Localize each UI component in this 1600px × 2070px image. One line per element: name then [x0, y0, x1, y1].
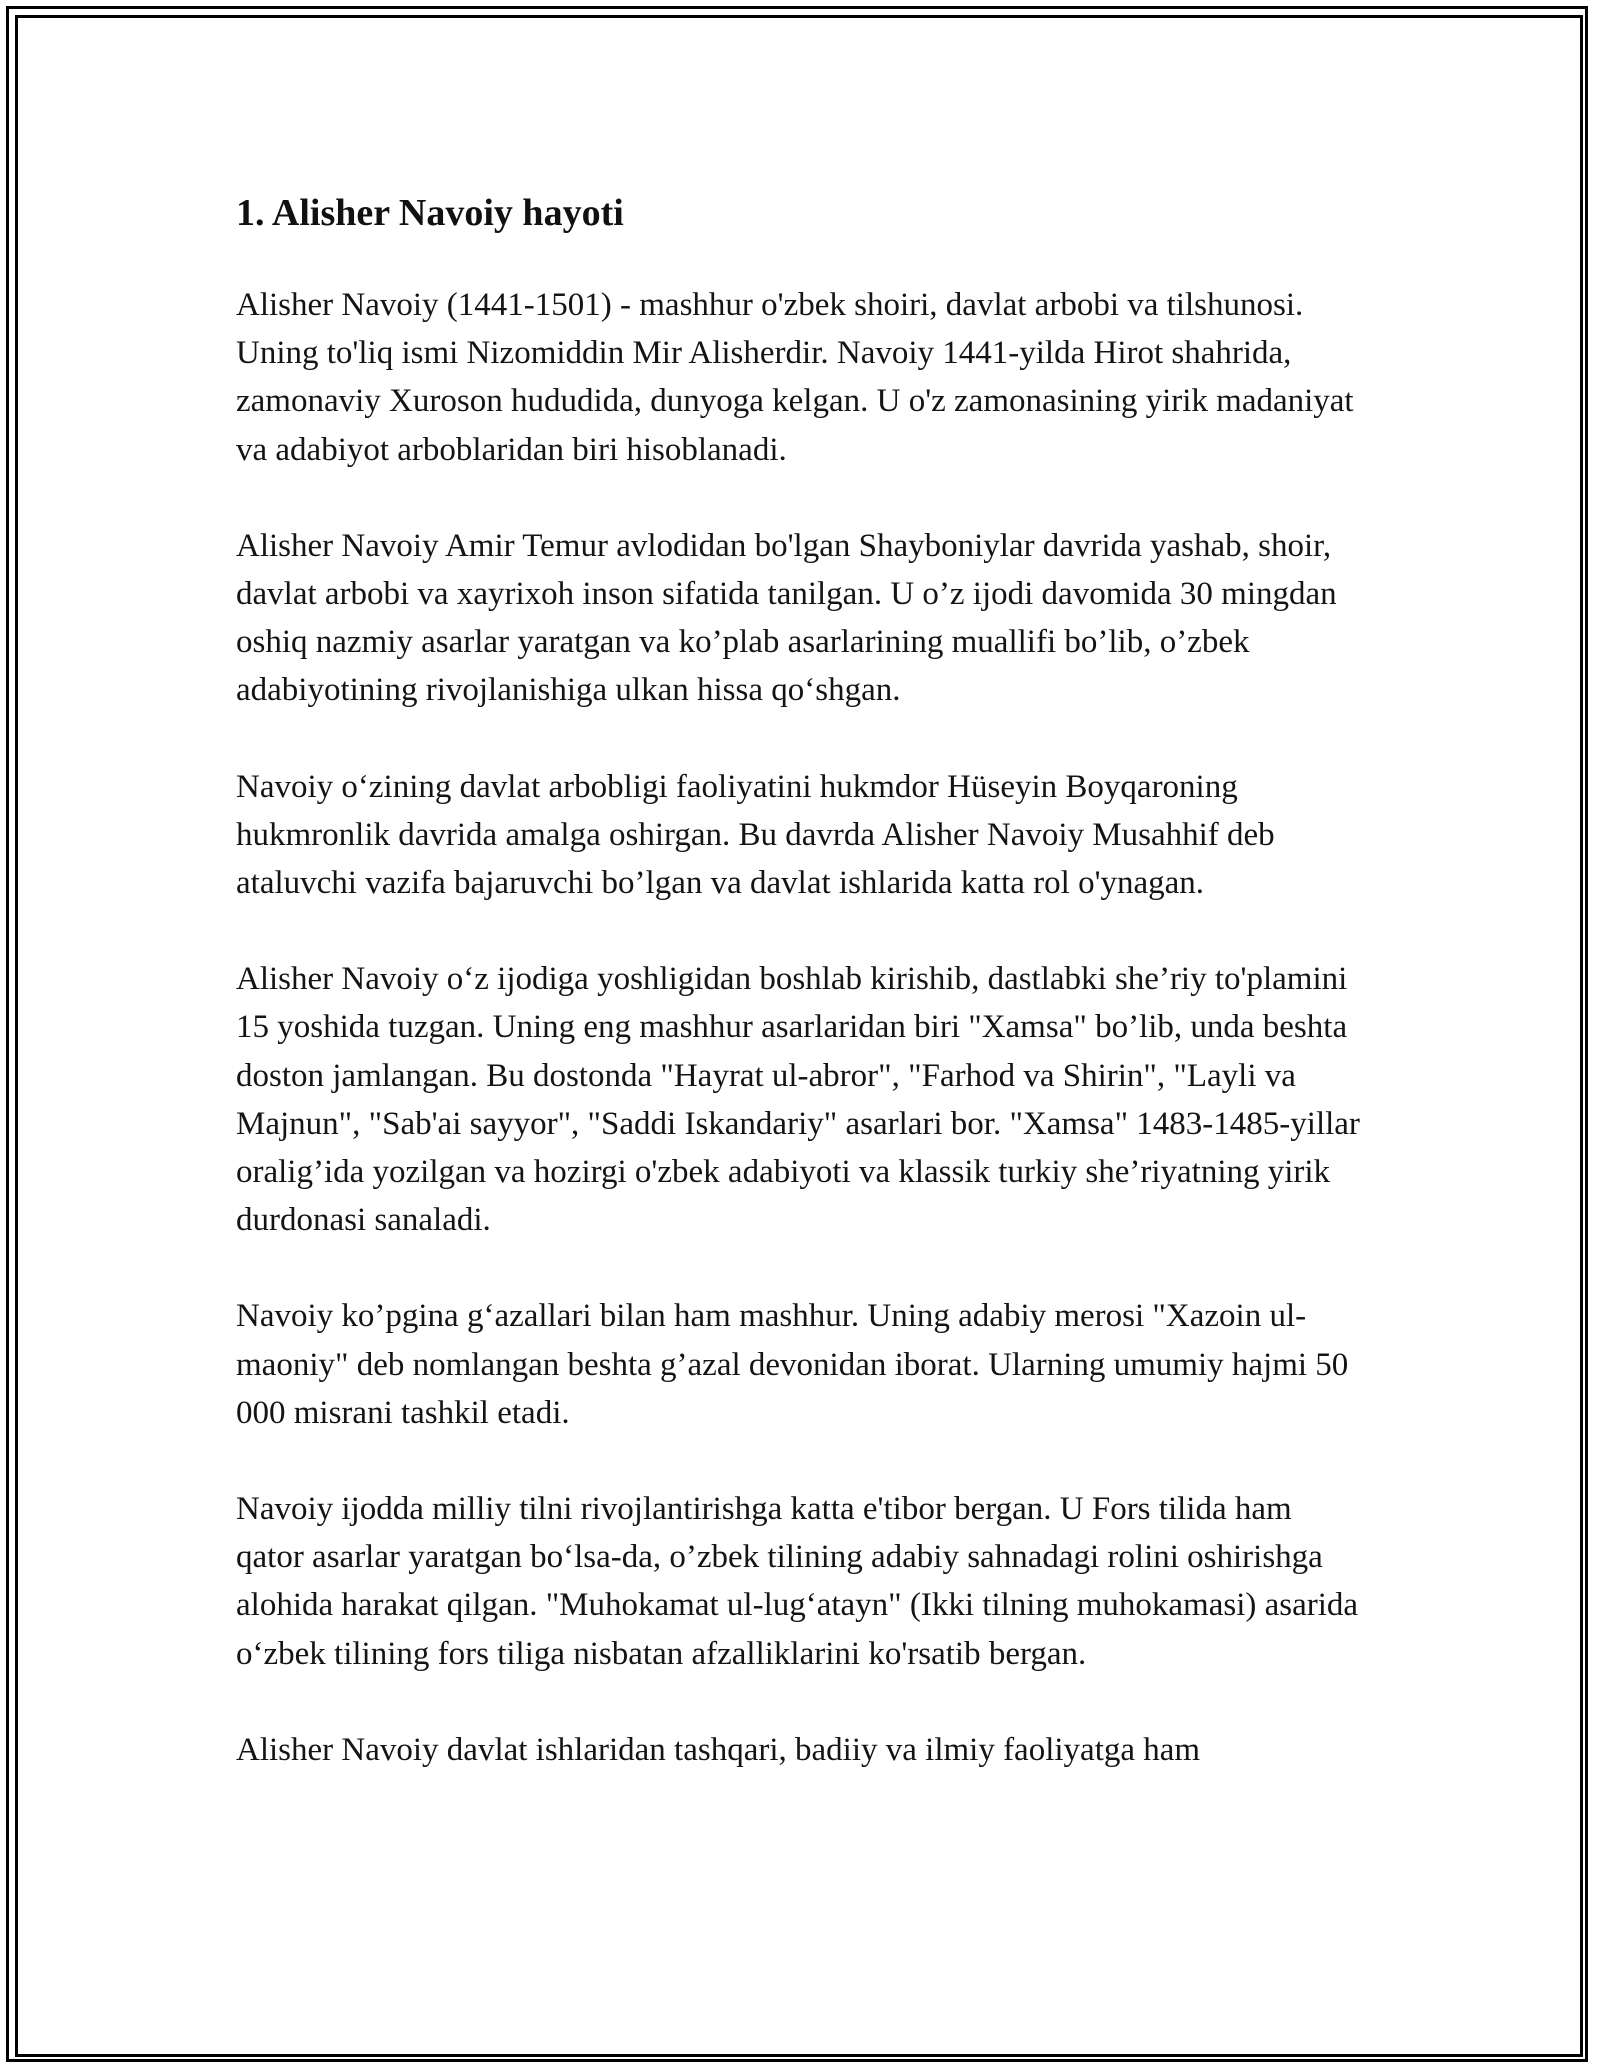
paragraph-language: Navoiy ijodda milliy tilni rivojlantirishga katta e'tibor bergan. U Fors tilida ham qator asarlar yaratgan bo‘lsa-da, o’zbek tilining adabiy sahnadagi rolini oshirishga alohida harakat qilgan. "Muhokamat ul-lug‘atayn" (Ikki tilning muhokamasi) asarida o‘zbek tilining fors tiliga nisbatan afzalliklarini ko'rsatib bergan.: [236, 1491, 1359, 1672]
paragraph-intro: Alisher Navoiy (1441-1501) - mashhur o'zbek shoiri, davlat arbobi va tilshunosi. Uning to'liq ismi Nizomiddin Mir Alisherdir. Navoiy 1441-yilda Hirot shahrida, zamonaviy Xuroson hududida, dunyoga kelgan. U o'z zamonasining yirik madaniyat va adabiyot arboblaridan biri hisoblanadi.: [236, 287, 1354, 468]
document-page: [236, 185, 1366, 1822]
paragraph-statesman: Navoiy o‘zining davlat arbobligi faoliyatini hukmdor Hüseyin Boyqaroning hukmronlik davrida amalga oshirgan. Bu davrda Alisher Navoiy Musahhif deb ataluvchi vazifa bajaruvchi bo’lgan va davlat ishlarida katta rol o'ynagan.: [236, 768, 1275, 902]
paragraph-xamsa: Alisher Navoiy o‘z ijodiga yoshligidan boshlab kirishib, dastlabki she’riy to'plamini 15 yoshida tuzgan. Uning eng mashhur asarlaridan biri "Xamsa" bo’lib, unda beshta doston jamlangan. Bu dostonda "Hayrat ul-abror", "Farhod va Shirin", "Layli va Majnun", "Sab'ai sayyor", "Saddi Iskandariy" asarlari bor. "Xamsa" 1483-1485-yillar oralig’ida yozilgan va hozirgi o'zbek adabiyoti va klassik turkiy she’riyatning yirik durdonasi sanaladi.: [236, 961, 1360, 1239]
paragraph-legacy: Alisher Navoiy Amir Temur avlodidan bo'lgan Shayboniylar davrida yashab, shoir, davlat arbobi va xayrixoh inson sifatida tanilgan. U o’z ijodi davomida 30 mingdan oshiq nazmiy asarlar yaratgan va ko’plab asarlarining muallifi bo’lib, o’zbek adabiyotining rivojlanishiga ulkan hissa qo‘shgan.: [236, 527, 1337, 709]
paragraph-ghazals: Navoiy ko’pgina g‘azallari bilan ham mashhur. Uning adabiy merosi "Xazoin ul-maoniy" deb nomlangan beshta g’azal devonidan iborat. Ularning umumiy hajmi 50 000 misrani tashkil etadi.: [236, 1298, 1349, 1431]
document-title: 1. Alisher Navoiy hayoti: [236, 192, 624, 234]
paragraph-continued: Alisher Navoiy davlat ishlaridan tashqari, badiiy va ilmiy faoliyatga ham: [236, 1731, 1201, 1768]
